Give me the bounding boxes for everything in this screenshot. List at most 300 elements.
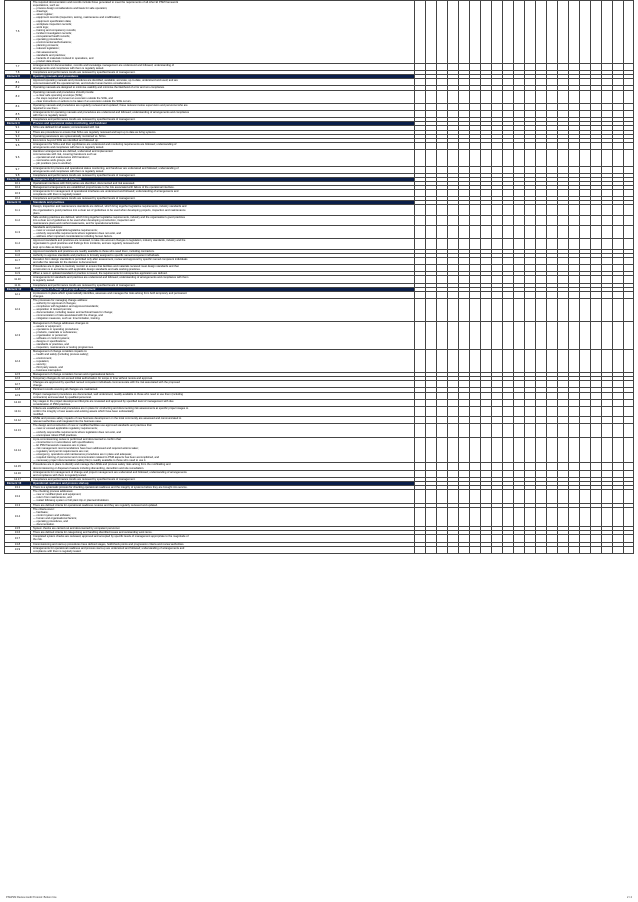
rating-cell[interactable] (547, 535, 558, 542)
rating-cell[interactable] (613, 265, 624, 272)
rating-cell[interactable] (448, 142, 459, 149)
rating-cell[interactable] (492, 546, 503, 553)
rating-cell[interactable] (591, 463, 602, 470)
rating-cell[interactable] (470, 298, 481, 321)
rating-cell[interactable] (591, 470, 602, 477)
rating-cell[interactable] (415, 90, 426, 103)
rating-cell[interactable] (569, 507, 580, 527)
rating-cell[interactable] (569, 215, 580, 225)
rating-cell[interactable] (448, 257, 459, 264)
rating-cell[interactable] (426, 535, 437, 542)
rating-cell[interactable] (481, 399, 492, 406)
rating-cell[interactable] (503, 215, 514, 225)
rating-cell[interactable] (569, 298, 580, 321)
rating-cell[interactable] (624, 298, 634, 321)
rating-cell[interactable] (624, 392, 634, 399)
rating-cell[interactable] (415, 417, 426, 424)
rating-cell[interactable] (613, 424, 624, 437)
rating-cell[interactable] (459, 103, 470, 110)
rating-cell[interactable] (514, 321, 525, 350)
rating-cell[interactable] (525, 350, 536, 373)
rating-cell[interactable] (470, 291, 481, 298)
rating-cell[interactable] (503, 350, 514, 373)
rating-cell[interactable] (426, 298, 437, 321)
rating-cell[interactable] (580, 417, 591, 424)
rating-cell[interactable] (569, 350, 580, 373)
rating-cell[interactable] (536, 103, 547, 110)
rating-cell[interactable] (481, 79, 492, 86)
rating-cell[interactable] (426, 257, 437, 264)
rating-cell[interactable] (624, 399, 634, 406)
rating-cell[interactable] (470, 535, 481, 542)
rating-cell[interactable] (459, 507, 470, 527)
rating-cell[interactable] (492, 463, 503, 470)
rating-cell[interactable] (459, 166, 470, 173)
rating-cell[interactable] (602, 142, 613, 149)
rating-cell[interactable] (547, 417, 558, 424)
rating-cell[interactable] (602, 205, 613, 215)
rating-cell[interactable] (602, 470, 613, 477)
rating-cell[interactable] (602, 79, 613, 86)
rating-cell[interactable] (580, 265, 591, 272)
rating-cell[interactable] (580, 257, 591, 264)
rating-cell[interactable] (525, 63, 536, 70)
rating-cell[interactable] (580, 239, 591, 249)
rating-cell[interactable] (591, 205, 602, 215)
rating-cell[interactable] (514, 350, 525, 373)
rating-cell[interactable] (591, 239, 602, 249)
rating-cell[interactable] (492, 417, 503, 424)
rating-cell[interactable] (525, 265, 536, 272)
rating-cell[interactable] (492, 437, 503, 463)
rating-cell[interactable] (503, 276, 514, 283)
rating-cell[interactable] (613, 535, 624, 542)
rating-cell[interactable] (470, 490, 481, 503)
rating-cell[interactable] (503, 103, 514, 110)
rating-cell[interactable] (558, 239, 569, 249)
rating-cell[interactable] (558, 1, 569, 64)
rating-cell[interactable] (569, 546, 580, 553)
rating-cell[interactable] (558, 103, 569, 110)
rating-cell[interactable] (602, 381, 613, 388)
rating-cell[interactable] (470, 392, 481, 399)
rating-cell[interactable] (470, 150, 481, 166)
rating-cell[interactable] (437, 276, 448, 283)
rating-cell[interactable] (613, 437, 624, 463)
rating-cell[interactable] (547, 111, 558, 118)
rating-cell[interactable] (459, 291, 470, 298)
rating-cell[interactable] (415, 205, 426, 215)
rating-cell[interactable] (602, 399, 613, 406)
rating-cell[interactable] (613, 463, 624, 470)
rating-cell[interactable] (580, 490, 591, 503)
rating-cell[interactable] (525, 546, 536, 553)
rating-cell[interactable] (492, 226, 503, 239)
rating-cell[interactable] (558, 276, 569, 283)
rating-cell[interactable] (558, 190, 569, 197)
rating-cell[interactable] (448, 103, 459, 110)
rating-cell[interactable] (514, 399, 525, 406)
rating-cell[interactable] (569, 190, 580, 197)
rating-cell[interactable] (415, 490, 426, 503)
rating-cell[interactable] (470, 90, 481, 103)
rating-cell[interactable] (613, 150, 624, 166)
rating-cell[interactable] (448, 265, 459, 272)
rating-cell[interactable] (481, 142, 492, 149)
rating-cell[interactable] (580, 1, 591, 64)
rating-cell[interactable] (492, 265, 503, 272)
rating-cell[interactable] (558, 424, 569, 437)
rating-cell[interactable] (580, 142, 591, 149)
rating-cell[interactable] (459, 381, 470, 388)
rating-cell[interactable] (525, 215, 536, 225)
rating-cell[interactable] (415, 111, 426, 118)
rating-cell[interactable] (470, 166, 481, 173)
rating-cell[interactable] (613, 90, 624, 103)
rating-cell[interactable] (591, 90, 602, 103)
rating-cell[interactable] (580, 350, 591, 373)
rating-cell[interactable] (437, 298, 448, 321)
rating-cell[interactable] (448, 166, 459, 173)
rating-cell[interactable] (547, 239, 558, 249)
rating-cell[interactable] (536, 291, 547, 298)
rating-cell[interactable] (470, 215, 481, 225)
rating-cell[interactable] (569, 406, 580, 416)
rating-cell[interactable] (547, 150, 558, 166)
rating-cell[interactable] (602, 190, 613, 197)
rating-cell[interactable] (415, 298, 426, 321)
rating-cell[interactable] (470, 1, 481, 64)
rating-cell[interactable] (448, 507, 459, 527)
rating-cell[interactable] (448, 1, 459, 64)
rating-cell[interactable] (569, 166, 580, 173)
rating-cell[interactable] (470, 142, 481, 149)
rating-cell[interactable] (602, 90, 613, 103)
rating-cell[interactable] (415, 142, 426, 149)
rating-cell[interactable] (613, 239, 624, 249)
rating-cell[interactable] (514, 470, 525, 477)
rating-cell[interactable] (437, 205, 448, 215)
rating-cell[interactable] (525, 150, 536, 166)
rating-cell[interactable] (591, 150, 602, 166)
rating-cell[interactable] (437, 406, 448, 416)
rating-cell[interactable] (514, 79, 525, 86)
rating-cell[interactable] (481, 507, 492, 527)
rating-cell[interactable] (481, 205, 492, 215)
rating-cell[interactable] (470, 265, 481, 272)
rating-cell[interactable] (514, 150, 525, 166)
rating-cell[interactable] (591, 79, 602, 86)
rating-cell[interactable] (536, 399, 547, 406)
rating-cell[interactable] (525, 226, 536, 239)
rating-cell[interactable] (459, 215, 470, 225)
rating-cell[interactable] (426, 79, 437, 86)
rating-cell[interactable] (448, 226, 459, 239)
rating-cell[interactable] (613, 190, 624, 197)
rating-cell[interactable] (558, 546, 569, 553)
rating-cell[interactable] (415, 437, 426, 463)
rating-cell[interactable] (415, 381, 426, 388)
rating-cell[interactable] (624, 424, 634, 437)
rating-cell[interactable] (459, 490, 470, 503)
rating-cell[interactable] (591, 535, 602, 542)
rating-cell[interactable] (624, 350, 634, 373)
rating-cell[interactable] (481, 90, 492, 103)
rating-cell[interactable] (426, 437, 437, 463)
rating-cell[interactable] (602, 276, 613, 283)
rating-cell[interactable] (415, 424, 426, 437)
rating-cell[interactable] (580, 79, 591, 86)
rating-cell[interactable] (613, 103, 624, 110)
rating-cell[interactable] (503, 257, 514, 264)
rating-cell[interactable] (558, 111, 569, 118)
rating-cell[interactable] (514, 257, 525, 264)
rating-cell[interactable] (459, 1, 470, 64)
rating-cell[interactable] (602, 392, 613, 399)
rating-cell[interactable] (624, 79, 634, 86)
rating-cell[interactable] (591, 350, 602, 373)
rating-cell[interactable] (547, 226, 558, 239)
rating-cell[interactable] (437, 257, 448, 264)
rating-cell[interactable] (514, 490, 525, 503)
rating-cell[interactable] (569, 276, 580, 283)
rating-cell[interactable] (569, 90, 580, 103)
rating-cell[interactable] (569, 226, 580, 239)
rating-cell[interactable] (481, 470, 492, 477)
rating-cell[interactable] (470, 111, 481, 118)
rating-cell[interactable] (613, 63, 624, 70)
rating-cell[interactable] (525, 190, 536, 197)
rating-cell[interactable] (591, 490, 602, 503)
rating-cell[interactable] (514, 406, 525, 416)
rating-cell[interactable] (492, 507, 503, 527)
rating-cell[interactable] (547, 90, 558, 103)
rating-cell[interactable] (514, 392, 525, 399)
rating-cell[interactable] (448, 276, 459, 283)
rating-cell[interactable] (459, 265, 470, 272)
rating-cell[interactable] (591, 276, 602, 283)
rating-cell[interactable] (558, 437, 569, 463)
rating-cell[interactable] (525, 79, 536, 86)
rating-cell[interactable] (437, 103, 448, 110)
rating-cell[interactable] (525, 463, 536, 470)
rating-cell[interactable] (624, 215, 634, 225)
rating-cell[interactable] (437, 424, 448, 437)
rating-cell[interactable] (426, 406, 437, 416)
rating-cell[interactable] (481, 215, 492, 225)
rating-cell[interactable] (547, 507, 558, 527)
rating-cell[interactable] (448, 470, 459, 477)
rating-cell[interactable] (591, 1, 602, 64)
rating-cell[interactable] (624, 490, 634, 503)
rating-cell[interactable] (426, 463, 437, 470)
rating-cell[interactable] (602, 298, 613, 321)
rating-cell[interactable] (492, 142, 503, 149)
rating-cell[interactable] (591, 392, 602, 399)
rating-cell[interactable] (580, 150, 591, 166)
rating-cell[interactable] (514, 265, 525, 272)
rating-cell[interactable] (558, 392, 569, 399)
rating-cell[interactable] (547, 103, 558, 110)
rating-cell[interactable] (415, 190, 426, 197)
rating-cell[interactable] (525, 535, 536, 542)
rating-cell[interactable] (580, 276, 591, 283)
rating-cell[interactable] (547, 424, 558, 437)
rating-cell[interactable] (415, 239, 426, 249)
rating-cell[interactable] (492, 490, 503, 503)
rating-cell[interactable] (591, 321, 602, 350)
rating-cell[interactable] (525, 239, 536, 249)
rating-cell[interactable] (580, 226, 591, 239)
rating-cell[interactable] (558, 291, 569, 298)
rating-cell[interactable] (613, 291, 624, 298)
rating-cell[interactable] (536, 205, 547, 215)
rating-cell[interactable] (525, 276, 536, 283)
rating-cell[interactable] (547, 406, 558, 416)
rating-cell[interactable] (613, 205, 624, 215)
rating-cell[interactable] (481, 257, 492, 264)
rating-cell[interactable] (426, 239, 437, 249)
rating-cell[interactable] (448, 406, 459, 416)
rating-cell[interactable] (613, 226, 624, 239)
rating-cell[interactable] (547, 276, 558, 283)
rating-cell[interactable] (569, 321, 580, 350)
rating-cell[interactable] (415, 291, 426, 298)
rating-cell[interactable] (613, 142, 624, 149)
rating-cell[interactable] (426, 205, 437, 215)
rating-cell[interactable] (503, 463, 514, 470)
rating-cell[interactable] (448, 437, 459, 463)
rating-cell[interactable] (426, 111, 437, 118)
rating-cell[interactable] (602, 546, 613, 553)
rating-cell[interactable] (624, 417, 634, 424)
rating-cell[interactable] (459, 276, 470, 283)
rating-cell[interactable] (558, 142, 569, 149)
rating-cell[interactable] (547, 350, 558, 373)
rating-cell[interactable] (547, 321, 558, 350)
rating-cell[interactable] (514, 142, 525, 149)
rating-cell[interactable] (481, 406, 492, 416)
rating-cell[interactable] (569, 111, 580, 118)
rating-cell[interactable] (470, 417, 481, 424)
rating-cell[interactable] (492, 150, 503, 166)
rating-cell[interactable] (580, 103, 591, 110)
rating-cell[interactable] (547, 381, 558, 388)
rating-cell[interactable] (426, 291, 437, 298)
rating-cell[interactable] (624, 150, 634, 166)
rating-cell[interactable] (536, 406, 547, 416)
rating-cell[interactable] (580, 298, 591, 321)
rating-cell[interactable] (624, 226, 634, 239)
rating-cell[interactable] (591, 507, 602, 527)
rating-cell[interactable] (481, 63, 492, 70)
rating-cell[interactable] (470, 406, 481, 416)
rating-cell[interactable] (547, 399, 558, 406)
rating-cell[interactable] (492, 205, 503, 215)
rating-cell[interactable] (481, 392, 492, 399)
rating-cell[interactable] (481, 150, 492, 166)
rating-cell[interactable] (569, 490, 580, 503)
rating-cell[interactable] (426, 392, 437, 399)
rating-cell[interactable] (591, 381, 602, 388)
rating-cell[interactable] (437, 142, 448, 149)
rating-cell[interactable] (415, 276, 426, 283)
rating-cell[interactable] (481, 190, 492, 197)
rating-cell[interactable] (602, 103, 613, 110)
rating-cell[interactable] (492, 166, 503, 173)
rating-cell[interactable] (602, 226, 613, 239)
rating-cell[interactable] (558, 257, 569, 264)
rating-cell[interactable] (569, 463, 580, 470)
rating-cell[interactable] (580, 321, 591, 350)
rating-cell[interactable] (437, 215, 448, 225)
rating-cell[interactable] (558, 166, 569, 173)
rating-cell[interactable] (437, 417, 448, 424)
rating-cell[interactable] (558, 226, 569, 239)
rating-cell[interactable] (503, 150, 514, 166)
rating-cell[interactable] (448, 205, 459, 215)
rating-cell[interactable] (613, 276, 624, 283)
rating-cell[interactable] (503, 546, 514, 553)
rating-cell[interactable] (613, 215, 624, 225)
rating-cell[interactable] (536, 424, 547, 437)
rating-cell[interactable] (514, 463, 525, 470)
rating-cell[interactable] (415, 103, 426, 110)
rating-cell[interactable] (415, 406, 426, 416)
rating-cell[interactable] (492, 276, 503, 283)
rating-cell[interactable] (503, 291, 514, 298)
rating-cell[interactable] (459, 463, 470, 470)
rating-cell[interactable] (426, 103, 437, 110)
rating-cell[interactable] (569, 535, 580, 542)
rating-cell[interactable] (448, 90, 459, 103)
rating-cell[interactable] (569, 205, 580, 215)
rating-cell[interactable] (525, 142, 536, 149)
rating-cell[interactable] (547, 79, 558, 86)
rating-cell[interactable] (481, 239, 492, 249)
rating-cell[interactable] (613, 417, 624, 424)
rating-cell[interactable] (503, 417, 514, 424)
rating-cell[interactable] (580, 63, 591, 70)
rating-cell[interactable] (481, 276, 492, 283)
rating-cell[interactable] (525, 381, 536, 388)
rating-cell[interactable] (514, 546, 525, 553)
rating-cell[interactable] (536, 190, 547, 197)
rating-cell[interactable] (536, 321, 547, 350)
rating-cell[interactable] (558, 321, 569, 350)
rating-cell[interactable] (426, 350, 437, 373)
rating-cell[interactable] (613, 298, 624, 321)
rating-cell[interactable] (437, 111, 448, 118)
rating-cell[interactable] (613, 399, 624, 406)
rating-cell[interactable] (514, 507, 525, 527)
rating-cell[interactable] (547, 463, 558, 470)
rating-cell[interactable] (448, 381, 459, 388)
rating-cell[interactable] (415, 350, 426, 373)
rating-cell[interactable] (492, 291, 503, 298)
rating-cell[interactable] (448, 111, 459, 118)
rating-cell[interactable] (536, 276, 547, 283)
rating-cell[interactable] (624, 437, 634, 463)
rating-cell[interactable] (536, 507, 547, 527)
rating-cell[interactable] (437, 350, 448, 373)
rating-cell[interactable] (470, 381, 481, 388)
rating-cell[interactable] (459, 257, 470, 264)
rating-cell[interactable] (591, 437, 602, 463)
rating-cell[interactable] (426, 166, 437, 173)
rating-cell[interactable] (437, 470, 448, 477)
rating-cell[interactable] (613, 546, 624, 553)
